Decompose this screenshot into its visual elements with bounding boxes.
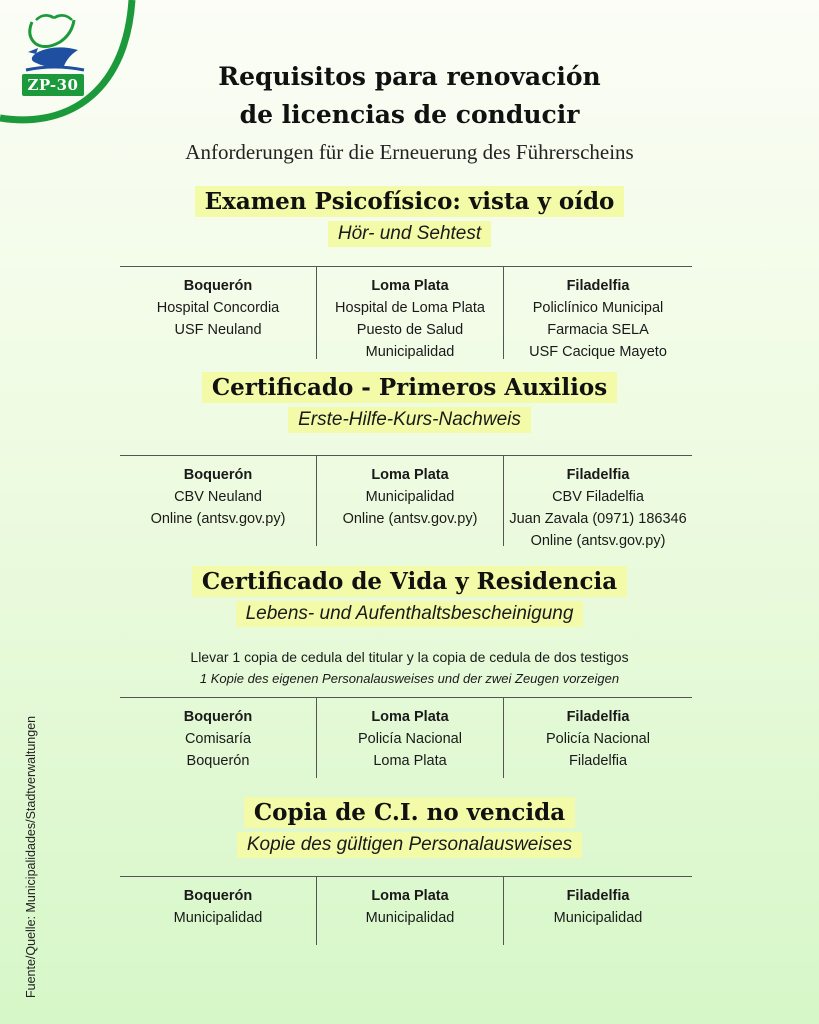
column-line: Municipalidad — [173, 910, 263, 926]
source-credit: Fuente/Quelle: Municipalidades/Stadtverwaltungen — [24, 715, 38, 998]
column-line: Loma Plata — [373, 753, 447, 769]
column-line: Farmacia SELA — [547, 322, 649, 338]
column-line: Hospital de Loma Plata — [335, 300, 485, 316]
column-boqueron — [120, 267, 316, 359]
note-translation: 1 Kopie des eigenen Personalausweises und der zwei Zeugen vorzeigen — [199, 671, 620, 686]
column-header: Filadelfia — [566, 278, 630, 294]
column-filadelfia — [504, 456, 692, 549]
section-psicofisico — [0, 186, 819, 247]
column-boqueron — [120, 456, 316, 546]
section-title: Certificado - Primeros Auxilios — [202, 372, 617, 403]
logo-text: ZP-30 — [22, 74, 84, 96]
column-line: Municipalidad — [365, 910, 455, 926]
page-title-line1: Requisitos para renovación — [218, 62, 601, 91]
column-header: Boquerón — [183, 467, 253, 483]
column-line: Juan Zavala (0971) 186346 — [509, 511, 687, 527]
column-header: Boquerón — [183, 888, 253, 904]
page-subtitle: Anforderungen für die Erneuerung des Führerscheins — [185, 140, 634, 164]
column-line: Policlínico Municipal — [532, 300, 664, 316]
column-line: USF Neuland — [174, 322, 262, 338]
section-vida-residencia — [0, 566, 819, 627]
section-subtitle: Lebens- und Aufenthaltsbescheinigung — [236, 601, 584, 627]
section-subtitle: Kopie des gültigen Personalausweises — [237, 832, 582, 858]
column-loma-plata — [316, 877, 504, 945]
column-header: Filadelfia — [566, 467, 630, 483]
section-title: Copia de C.I. no vencida — [244, 797, 575, 828]
requirement-note — [0, 647, 819, 689]
section-title: Certificado de Vida y Residencia — [192, 566, 627, 597]
column-line: Comisaría — [184, 731, 252, 747]
column-header: Loma Plata — [371, 467, 449, 483]
column-loma-plata — [316, 698, 504, 778]
column-header: Loma Plata — [371, 278, 449, 294]
table-copia-ci — [120, 876, 692, 945]
section-copia-ci — [0, 797, 819, 858]
column-header: Loma Plata — [371, 709, 449, 725]
page-title-line2: de licencias de conducir — [239, 100, 580, 129]
column-line: Online (antsv.gov.py) — [530, 533, 666, 549]
column-line: Filadelfia — [568, 753, 628, 769]
column-header: Boquerón — [183, 709, 253, 725]
table-primeros-auxilios — [120, 455, 692, 549]
column-line: Policía Nacional — [358, 731, 462, 747]
column-line: Online (antsv.gov.py) — [150, 511, 286, 527]
column-header: Filadelfia — [566, 709, 630, 725]
column-line: Municipalidad — [553, 910, 643, 926]
column-line: Policía Nacional — [546, 731, 650, 747]
column-header: Boquerón — [183, 278, 253, 294]
column-line: CBV Filadelfia — [552, 489, 644, 505]
column-line: USF Cacique Mayeto — [529, 344, 667, 360]
column-line: Municipalidad — [365, 344, 455, 360]
column-line: Boquerón — [186, 753, 250, 769]
column-loma-plata — [316, 267, 504, 359]
column-boqueron — [120, 877, 316, 945]
column-line: Hospital Concordia — [156, 300, 280, 316]
column-filadelfia — [504, 698, 692, 778]
section-subtitle: Hör- und Sehtest — [328, 221, 491, 247]
column-line: Municipalidad — [365, 489, 455, 505]
column-line: Puesto de Salud — [356, 322, 464, 338]
column-filadelfia — [504, 877, 692, 945]
table-vida-residencia — [120, 697, 692, 778]
section-subtitle: Erste-Hilfe-Kurs-Nachweis — [288, 407, 531, 433]
column-line: CBV Neuland — [174, 489, 262, 505]
column-header: Filadelfia — [566, 888, 630, 904]
column-header: Loma Plata — [371, 888, 449, 904]
section-primeros-auxilios — [0, 372, 819, 433]
column-boqueron — [120, 698, 316, 778]
note-text: Llevar 1 copia de cedula del titular y la copia de cedula de dos testigos — [190, 649, 629, 665]
column-filadelfia — [504, 267, 692, 359]
section-title: Examen Psicofísico: vista y oído — [195, 186, 625, 217]
column-line: Online (antsv.gov.py) — [342, 511, 478, 527]
table-psicofisico — [120, 266, 692, 359]
column-loma-plata — [316, 456, 504, 546]
